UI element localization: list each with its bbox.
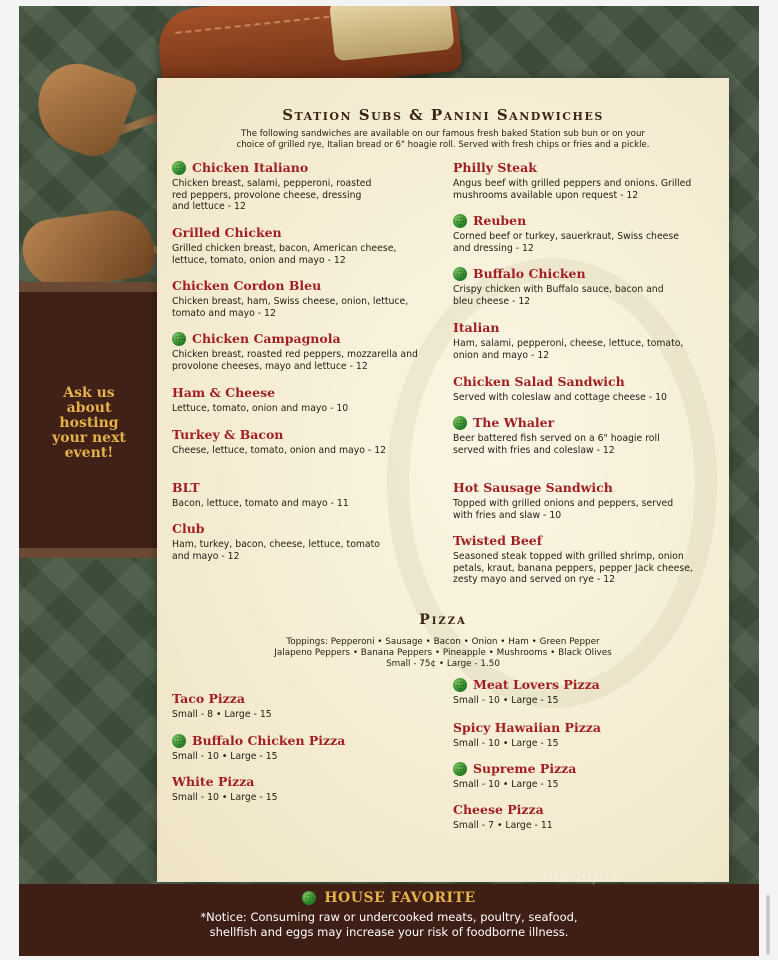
menu-item-header bbox=[172, 774, 434, 790]
golf-ball-icon bbox=[453, 267, 467, 281]
menu-item-header bbox=[453, 160, 715, 176]
description-line: Small - 10 • Large - 15 bbox=[172, 792, 278, 803]
description-line: and dressing - 12 bbox=[453, 242, 534, 254]
menu-item-description bbox=[453, 498, 715, 521]
menu-item bbox=[172, 521, 434, 562]
menu-item-header bbox=[172, 385, 434, 401]
menu-item-description bbox=[453, 433, 715, 456]
menu-item-description bbox=[453, 284, 715, 307]
menu-item-description bbox=[453, 551, 715, 586]
menu-item-description bbox=[172, 445, 434, 457]
golf-ball-icon bbox=[172, 161, 186, 175]
menu-item bbox=[453, 374, 715, 404]
description-line: Ham, salami, pepperoni, cheese, lettuce, tomato, bbox=[453, 338, 684, 349]
pizza-toppings: Toppings: Pepperoni • Sausage • Bacon • Onion • Ham • Green Pepper Jalapeno Peppers • Banana Peppers • Pineapple • Mushrooms • Black Olives Small - 75¢ • Large - 1.50 bbox=[274, 637, 612, 669]
menu-item-description bbox=[453, 338, 715, 361]
golf-ball-icon bbox=[302, 891, 316, 905]
menu-item-header bbox=[453, 266, 715, 282]
menu-item-description bbox=[172, 709, 434, 721]
menu-item bbox=[453, 720, 715, 750]
menu-item bbox=[453, 677, 715, 707]
hosting-promo: Ask us about hosting your next event! bbox=[52, 385, 126, 461]
golf-ball-icon bbox=[453, 416, 467, 430]
menu-item-description bbox=[453, 178, 715, 201]
description-line: Bacon, lettuce, tomato and mayo - 11 bbox=[172, 498, 349, 509]
menu-item bbox=[453, 480, 715, 521]
menu-item-name: Taco Pizza bbox=[172, 691, 245, 706]
menu-item-description bbox=[172, 296, 434, 319]
menu-item-description bbox=[453, 738, 715, 750]
description-line: Lettuce, tomato, onion and mayo - 10 bbox=[172, 403, 349, 414]
menu-item-description bbox=[172, 539, 434, 562]
house-favorite-label: HOUSE FAVORITE bbox=[324, 890, 476, 906]
menu-item bbox=[172, 774, 434, 804]
menu-item-name: Reuben bbox=[473, 213, 527, 228]
description-line: Corned beef or turkey, sauerkraut, Swiss cheese bbox=[453, 231, 679, 242]
menu-item-header bbox=[172, 427, 434, 443]
menu-item bbox=[453, 213, 715, 254]
menu-item-description bbox=[172, 178, 434, 213]
golf-club-decoration bbox=[25, 53, 139, 164]
menu-item-header bbox=[453, 677, 715, 693]
golf-ball-icon bbox=[172, 734, 186, 748]
menu-item-description bbox=[172, 349, 434, 372]
description-line: Small - 8 • Large - 15 bbox=[172, 709, 272, 720]
menu-item-header bbox=[453, 802, 715, 818]
description-line: Chicken breast, salami, pepperoni, roasted bbox=[172, 178, 372, 189]
food-safety-notice: *Notice: Consuming raw or undercooked meats, poultry, seafood, shellfish and eggs may increase your risk of foodborne illness. bbox=[200, 910, 578, 939]
menu-item bbox=[453, 160, 715, 201]
menu-item-header bbox=[453, 533, 715, 549]
description-line: Small - 7 • Large - 11 bbox=[453, 820, 553, 831]
menu-item-header bbox=[172, 331, 434, 347]
menu-item-name: Philly Steak bbox=[453, 160, 537, 175]
menu-item bbox=[172, 691, 434, 721]
sandwiches-intro: The following sandwiches are available on our famous fresh baked Station sub bun or on your choice of grilled rye, Italian bread or 6" hoagie roll. Served with fresh chips or fries and a pickle. bbox=[236, 129, 650, 150]
menu-item bbox=[172, 427, 434, 457]
menu-item-description bbox=[453, 392, 715, 404]
menu-item-name: Hot Sausage Sandwich bbox=[453, 480, 613, 495]
menu-item bbox=[453, 533, 715, 586]
menu-item-description bbox=[172, 498, 434, 510]
menu-item-header bbox=[453, 480, 715, 496]
menu-item-description bbox=[172, 792, 434, 804]
menu-item-name: Supreme Pizza bbox=[473, 761, 577, 776]
menu-item bbox=[172, 331, 434, 372]
golf-ball-icon bbox=[453, 678, 467, 692]
menu-item-name: Twisted Beef bbox=[453, 533, 543, 548]
menu-item-header bbox=[172, 691, 434, 707]
menu-item-description bbox=[453, 231, 715, 254]
menu-item-header bbox=[172, 160, 434, 176]
description-line: petals, kraut, banana peppers, pepper Jack cheese, bbox=[453, 562, 693, 574]
description-line: Ham, turkey, bacon, cheese, lettuce, tomato bbox=[172, 539, 380, 550]
golf-ball-icon bbox=[453, 762, 467, 776]
menu-item-header bbox=[453, 761, 715, 777]
menu-item bbox=[172, 225, 434, 266]
menu-item bbox=[172, 733, 434, 763]
menu-item-header bbox=[172, 521, 434, 537]
menu-item bbox=[172, 480, 434, 510]
description-line: Chicken breast, roasted red peppers, mozzarella and bbox=[172, 349, 418, 360]
menu-item-name: Buffalo Chicken bbox=[473, 266, 586, 281]
description-line: Cheese, lettuce, tomato, onion and mayo - 12 bbox=[172, 445, 387, 456]
scrollbar[interactable] bbox=[766, 895, 770, 955]
menu-item bbox=[453, 761, 715, 791]
description-line: zesty mayo and served on rye - 12 bbox=[453, 574, 616, 585]
menu-item bbox=[453, 415, 715, 456]
description-line: Topped with grilled onions and peppers, served bbox=[453, 498, 674, 509]
description-line: Small - 10 • Large - 15 bbox=[453, 695, 559, 706]
golf-ball-icon bbox=[453, 214, 467, 228]
menu-item-name: Ham & Cheese bbox=[172, 385, 276, 400]
menu-item bbox=[172, 160, 434, 213]
menu-item-header bbox=[172, 733, 434, 749]
menu-item-name: Chicken Campagnola bbox=[192, 331, 341, 346]
menu-item-header bbox=[453, 320, 715, 336]
menu-item-name: The Whaler bbox=[473, 415, 555, 430]
menu-item-name: White Pizza bbox=[172, 774, 255, 789]
watermark-text: menupix bbox=[543, 866, 620, 885]
description-line: mushrooms available upon request - 12 bbox=[453, 189, 639, 201]
menu-item-description bbox=[172, 751, 434, 763]
menu-item bbox=[453, 266, 715, 307]
description-line: Seasoned steak topped with grilled shrimp, onion bbox=[453, 551, 684, 562]
golf-ball-icon bbox=[172, 332, 186, 346]
menu-item-name: Spicy Hawaiian Pizza bbox=[453, 720, 601, 735]
description-line: lettuce, tomato, onion and mayo - 12 bbox=[172, 254, 346, 266]
description-line: red peppers, provolone cheese, dressing bbox=[172, 189, 362, 201]
description-line: and mayo - 12 bbox=[172, 550, 240, 562]
description-line: Served with coleslaw and cottage cheese - 10 bbox=[453, 392, 667, 403]
menu-item bbox=[453, 320, 715, 361]
menu-item-header bbox=[172, 278, 434, 294]
description-line: with fries and slaw - 10 bbox=[453, 509, 562, 521]
golf-club-decoration bbox=[19, 205, 157, 292]
menu-item bbox=[172, 278, 434, 319]
description-line: Angus beef with grilled peppers and onions. Grilled bbox=[453, 178, 692, 189]
menu-item-description bbox=[172, 243, 434, 266]
menu-item-name: Cheese Pizza bbox=[453, 802, 544, 817]
description-line: and lettuce - 12 bbox=[172, 201, 246, 212]
menu-item-header bbox=[453, 213, 715, 229]
description-line: provolone cheeses, mayo and lettuce - 12 bbox=[172, 360, 368, 372]
menu-item bbox=[172, 385, 434, 415]
menu-item-header bbox=[453, 415, 715, 431]
menu-item-name: Grilled Chicken bbox=[172, 225, 282, 240]
menu-item-header bbox=[172, 480, 434, 496]
description-line: Beer battered fish served on a 6" hoagie roll bbox=[453, 433, 660, 444]
menu-item-header bbox=[453, 720, 715, 736]
menu-item-description bbox=[453, 695, 715, 707]
description-line: Small - 10 • Large - 15 bbox=[172, 751, 278, 762]
description-line: Small - 10 • Large - 15 bbox=[453, 779, 559, 790]
description-line: Chicken breast, ham, Swiss cheese, onion, lettuce, bbox=[172, 296, 409, 307]
menu-item-description bbox=[453, 779, 715, 791]
menu-item-name: Chicken Cordon Bleu bbox=[172, 278, 322, 293]
menu-item-name: Turkey & Bacon bbox=[172, 427, 284, 442]
description-line: tomato and mayo - 12 bbox=[172, 307, 276, 319]
menu-item-header bbox=[453, 374, 715, 390]
description-line: Small - 10 • Large - 15 bbox=[453, 738, 559, 749]
description-line: onion and mayo - 12 bbox=[453, 349, 550, 361]
menu-footer bbox=[19, 884, 759, 956]
menu-item bbox=[453, 802, 715, 832]
description-line: Grilled chicken breast, bacon, American cheese, bbox=[172, 243, 397, 254]
pizza-title: Pizza bbox=[419, 612, 467, 628]
menu-item-name: Chicken Salad Sandwich bbox=[453, 374, 625, 389]
sandwiches-title: Station Subs & Panini Sandwiches bbox=[282, 106, 604, 124]
menu-item-description bbox=[453, 820, 715, 832]
description-line: Crispy chicken with Buffalo sauce, bacon and bbox=[453, 284, 664, 295]
menu-item-description bbox=[172, 403, 434, 415]
description-line: bleu cheese - 12 bbox=[453, 295, 531, 307]
menu-item-name: Buffalo Chicken Pizza bbox=[192, 733, 346, 748]
description-line: served with fries and coleslaw - 12 bbox=[453, 444, 615, 456]
menu-item-name: Italian bbox=[453, 320, 500, 335]
menu-item-name: Meat Lovers Pizza bbox=[473, 677, 600, 692]
menu-item-name: Club bbox=[172, 521, 205, 536]
menu-item-name: BLT bbox=[172, 480, 200, 495]
menu-item-header bbox=[172, 225, 434, 241]
menu-item-name: Chicken Italiano bbox=[192, 160, 309, 175]
house-favorite-legend bbox=[19, 890, 759, 906]
